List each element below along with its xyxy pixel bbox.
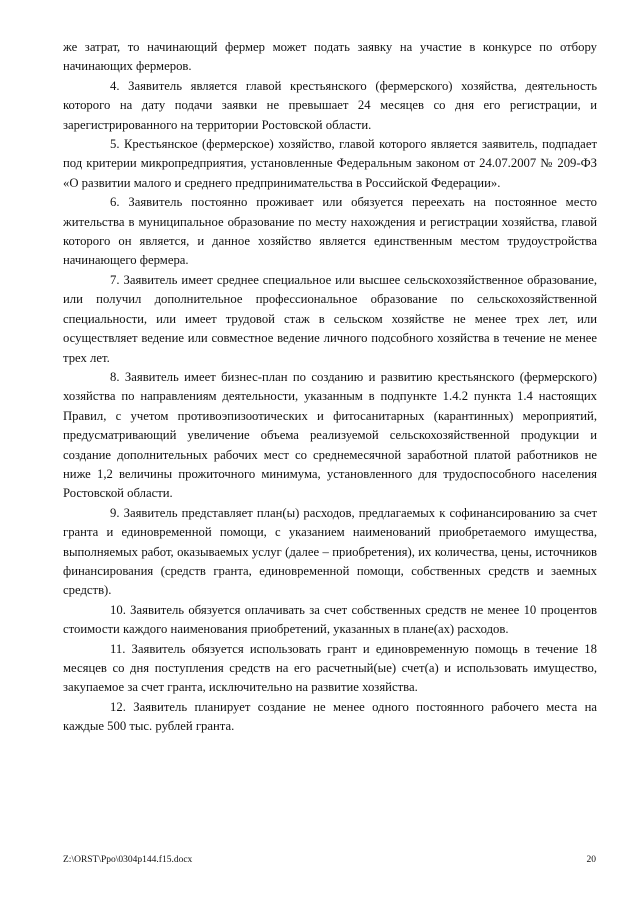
paragraph-11: 11. Заявитель обязуется использовать грант и единовременную помощь в течение 18 месяцев со дня поступления средств на его расчетный(ые) счет(а) и использовать имущество, закупаемое за счет гранта, исключительно на развитие хозяйства. [63, 641, 597, 695]
paragraph-9: 9. Заявитель представляет план(ы) расходов, предлагаемых к софинансированию за счет гранта и единовременной помощи, с указанием наименований приобретаемого имущества, выполняемых работ, оказываемых услуг (далее – приобретения), их количества, цены, источников финансирования (средств гранта, единовременной помощи, собственных средств и заемных средств). [63, 505, 597, 598]
footer-file-path: Z:\ORST\Ppo\0304p144.f15.docx [63, 855, 193, 865]
footer-page-number: 20 [586, 855, 596, 865]
paragraph-7: 7. Заявитель имеет среднее специальное или высшее сельскохозяйственное образование, или получил дополнительное профессиональное образование по сельскохозяйственной специальности, или имеет трудовой стаж в сельском хозяйстве не менее трех лет, или осуществляет ведение или совместное ведение личного подсобного хозяйства в течение не менее трех лет. [63, 272, 597, 365]
paragraph-4: 4. Заявитель является главой крестьянского (фермерского) хозяйства, деятельность которого на дату подачи заявки не превышает 24 месяцев со дня его регистрации, и зарегистрированного на территории Ростовской области. [63, 78, 597, 132]
paragraph-10: 10. Заявитель обязуется оплачивать за счет собственных средств не менее 10 процентов стоимости каждого наименования приобретений, указанных в плане(ах) расходов. [63, 602, 597, 637]
paragraph-5: 5. Крестьянское (фермерское) хозяйство, главой которого является заявитель, подпадает под критерии микропредприятия, установленные Федеральным законом от 24.07.2007 № 209-ФЗ «О развитии малого и среднего предпринимательства в Российской Федерации». [63, 137, 597, 190]
document-body [63, 38, 597, 737]
paragraph-12: 12. Заявитель планирует создание не менее одного постоянного рабочего места на каждые 500 тыс. рублей гранта. [63, 699, 597, 734]
paragraph-8: 8. Заявитель имеет бизнес-план по созданию и развитию крестьянского (фермерского) хозяйства по направлениям деятельности, указанным в подпункте 1.4.2 пункта 1.4 настоящих Правил, с учетом противоэпизоотических и фитосанитарных (карантинных) мероприятий, предусматривающий увеличение объема реализуемой сельскохозяйственной продукции и создание дополнительных рабочих мест со среднемесячной заработной платой работников не ниже 1,2 величины прожиточного минимума, установленного для трудоспособного населения Ростовской области. [63, 369, 597, 501]
paragraph-continuation: же затрат, то начинающий фермер может подать заявку на участие в конкурсе по отбору начинающих фермеров. [63, 40, 597, 74]
paragraph-6: 6. Заявитель постоянно проживает или обязуется переехать на постоянное место жительства в муниципальное образование по месту нахождения и регистрации хозяйства, главой которого он является, и данное хозяйство является единственным местом трудоустройства начинающего фермера. [63, 195, 597, 268]
